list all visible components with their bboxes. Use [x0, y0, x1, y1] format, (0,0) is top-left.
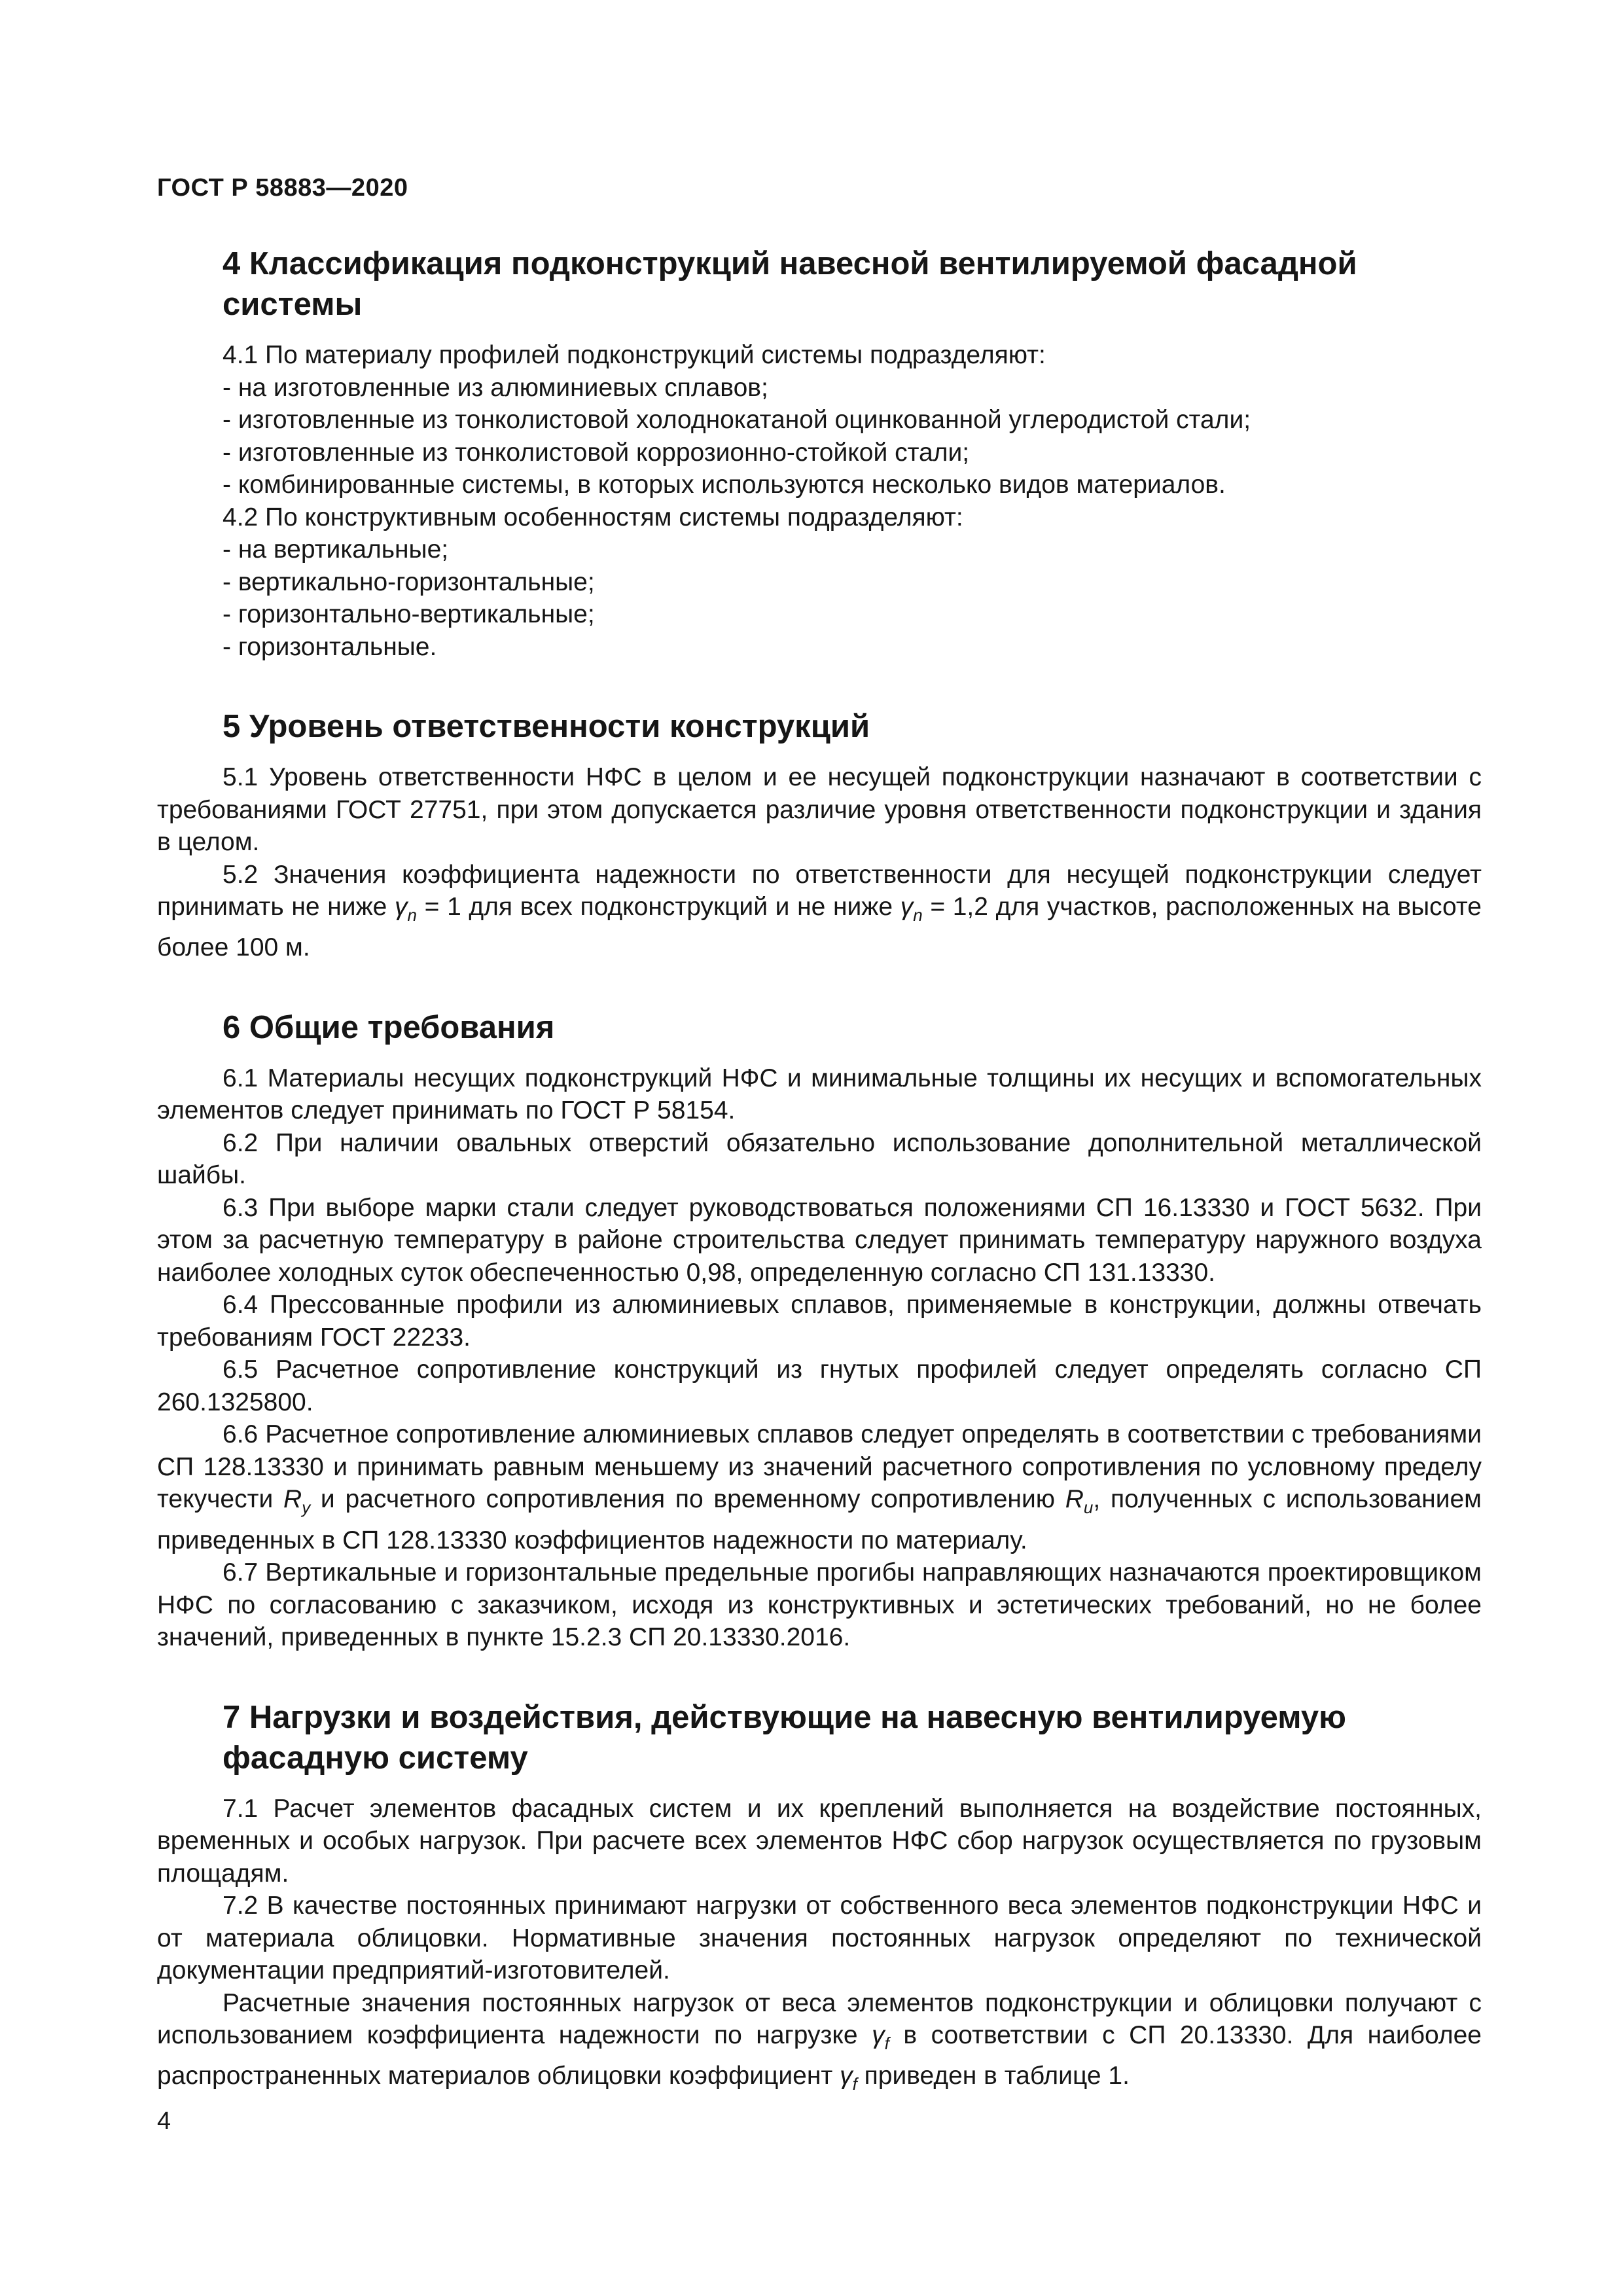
clause-6-2: 6.2 При наличии овальных отверстий обязательно использование дополнительной металлической шайбы.: [157, 1128, 1482, 1190]
clause-4-2: 4.2 По конструктивным особенностям системы подразделяют:: [223, 503, 963, 531]
list-item: - вертикально-горизонтальные;: [223, 567, 595, 596]
gamma-f-symbol: $\gamma_f$: [840, 2062, 857, 2094]
clause-7-2-continued: Расчетные значения постоянных нагрузок от веса элементов подконструкции и облицовки получают с использованием коэффициента надежности по нагрузке $\gamma_f$ в соответствии с СП 20.13330. Для наиболее распространенных материалов облицовки коэффициент $\gamma_f$ приведен в таблице 1.: [157, 1988, 1482, 2094]
r-y-symbol: $R_y$: [283, 1485, 311, 1518]
list-item: - на изготовленные из алюминиевых сплавов;: [223, 373, 768, 402]
gamma-n-symbol: $\gamma_n$: [900, 893, 923, 925]
list-item: - горизонтально-вертикальные;: [223, 600, 595, 628]
clause-6-6: 6.6 Расчетное сопротивление алюминиевых сплавов следует определять в соответствии с требованиями СП 128.13330 и принимать равным меньшему из значений расчетного сопротивления по условному пределу текучести $R_y$ и расчетного сопротивления по временному сопротивлению $R_u$, полученных с использованием приведенных в СП 128.13330 коэффициентов надежности по материалу.: [157, 1420, 1482, 1554]
list-item: - горизонтальные.: [223, 632, 437, 661]
list-item: - изготовленные из тонколистовой холоднокатаной оцинкованной углеродистой стали;: [223, 406, 1251, 434]
clause-5-1: 5.1 Уровень ответственности НФС в целом и ее несущей подконструкции назначают в соответствии с требованиями ГОСТ 27751, при этом допускается различие уровня ответственности подконструкции и здания в целом.: [157, 763, 1482, 856]
clause-6-7: 6.7 Вертикальные и горизонтальные предельные прогибы направляющих назначаются проектировщиком НФС по согласованию с заказчиком, исходя из конструктивных и эстетических требований, но не более значений, приведенных в пункте 15.2.3 СП 20.13330.2016.: [157, 1558, 1482, 1652]
r-u-symbol: $R_u$: [1065, 1485, 1094, 1518]
clause-7-2: 7.2 В качестве постоянных принимают нагрузки от собственного веса элементов подконструкции НФС и от материала облицовки. Нормативные значения постоянных нагрузок определяют по технической документации предприятий-изготовителей.: [157, 1892, 1482, 1985]
list-item: - комбинированные системы, в которых используются несколько видов материалов.: [223, 471, 1226, 499]
clause-5-2: 5.2 Значения коэффициента надежности по ответственности для несущей подконструкции следует принимать не ниже $\gamma_n = 1$ для всех подконструкций и не ниже $\gamma_n = 1,2$ для участков, расположенных на высоте более 100 м.: [157, 860, 1482, 962]
gamma-f-symbol: $\gamma_f$: [872, 2021, 889, 2053]
clause-6-3: 6.3 При выборе марки стали следует руководствоваться положениями СП 16.13330 и ГОСТ 5632. При этом за расчетную температуру в районе строительства следует принимать температуру наружного воздуха наиболее холодных суток обеспеченностью 0,98, определенную согласно СП 131.13330.: [157, 1193, 1482, 1287]
clause-4-1: 4.1 По материалу профилей подконструкций системы подразделяют:: [223, 341, 1046, 369]
document-code: ГОСТ Р 58883—2020: [157, 174, 408, 202]
gamma-n-symbol: $\gamma_n$: [395, 893, 417, 925]
section-4-title: 4 Классификация подконструкций навесной вентилируемой фасадной системы: [223, 246, 1357, 322]
section-7-title: 7 Нагрузки и воздействия, действующие на навесную вентилируемую фасадную систему: [223, 1699, 1346, 1776]
page-content: [157, 243, 1482, 2101]
page-number: 4: [157, 2108, 171, 2135]
section-6-title: 6 Общие требования: [223, 1009, 555, 1045]
section-5-title: 5 Уровень ответственности конструкций: [223, 709, 870, 744]
list-item: - изготовленные из тонколистовой коррозионно-стойкой стали;: [223, 438, 970, 467]
clause-6-5: 6.5 Расчетное сопротивление конструкций из гнутых профилей следует определять согласно СП 260.1325800.: [157, 1355, 1482, 1416]
clause-6-4: 6.4 Прессованные профили из алюминиевых сплавов, применяемые в конструкции, должны отвечать требованиям ГОСТ 22233.: [157, 1291, 1482, 1352]
clause-7-1: 7.1 Расчет элементов фасадных систем и их креплений выполняется на воздействие постоянных, временных и особых нагрузок. При расчете всех элементов НФС сбор нагрузок осуществляется по грузовым площадям.: [157, 1794, 1482, 1888]
list-item: - на вертикальные;: [223, 535, 449, 564]
clause-6-1: 6.1 Материалы несущих подконструкций НФС и минимальные толщины их несущих и вспомогательных элементов следует принимать по ГОСТ Р 58154.: [157, 1064, 1482, 1125]
